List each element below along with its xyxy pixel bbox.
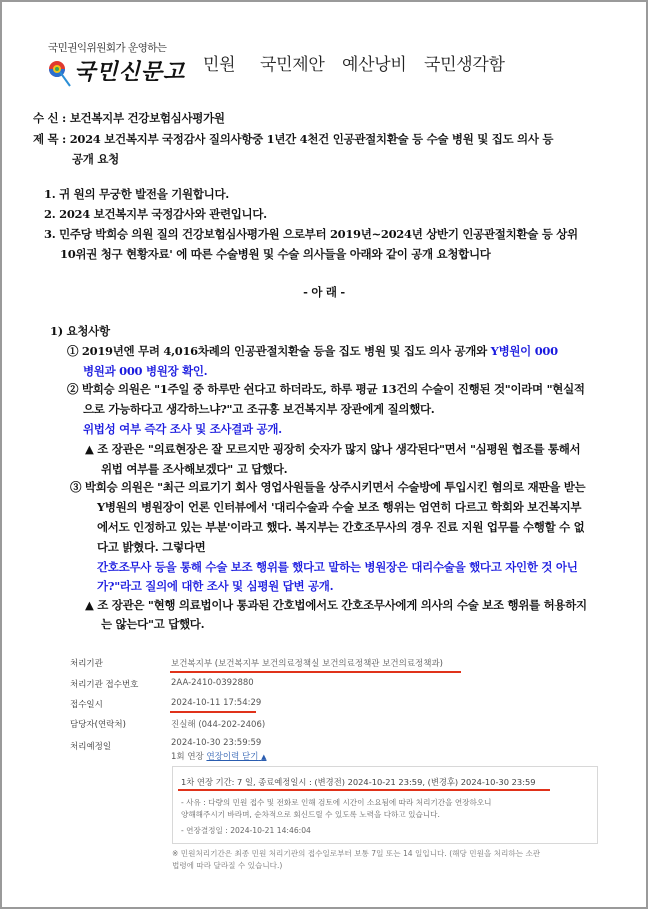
nav-item-budget-waste[interactable]: 예산낭비 [342,55,407,75]
highlighted-text: Y병원이 000 [490,344,558,358]
info-label-agency: 처리기관 [70,659,103,669]
request-item-2-line-2: 으로 가능하다고 생각하느냐?"고 조규홍 보건복지부 장관에게 질의했다. [83,402,435,416]
paragraph-text: 귀 원의 무궁한 발전을 기원합니다. [59,187,229,201]
paragraph-number: 2. [44,207,56,221]
answer-text: 조 장관은 "현행 의료법이나 통과된 간호법에서도 간호조무사에게 의사의 수술 보조 행위를 허용하지 [97,598,587,612]
red-annotation-underline [170,671,461,673]
info-label-contact: 담당자(연락처) [70,720,126,730]
nav-item-proposal[interactable]: 국민제안 [260,55,325,75]
nav-item-minwon[interactable]: 민원 [203,55,236,75]
extension-decision-date: - 연장결정일 : 2024-10-21 14:46:04 [181,826,311,835]
subject-label: 제 목 : [33,132,66,146]
paragraph-number: 3. [44,227,56,241]
request-item-1 [67,343,558,359]
taegeuk-pinwheel-icon [48,60,70,82]
minister-answer-2 [85,597,587,613]
item-marker: ③ [70,480,82,494]
info-label-received-at: 접수일시 [70,700,103,710]
extension-reason-line-1: - 사유 : 다량의 민원 접수 및 전화로 인해 검토에 시간이 소요됨에 따라 처리기간을 연장하오니 [181,798,492,807]
info-label-due-date: 처리예정일 [70,742,112,752]
nav-item-public-opinion[interactable]: 국민생각함 [424,55,505,75]
paragraph-text: 민주당 박희승 의원 질의 건강보험심사평가원 으로부터 2019년~2024년 상반기 인공관절치환술 등 상위 [59,227,578,241]
paragraph-text: 2024 보건복지부 국정감사와 관련입니다. [59,207,267,221]
logo-subtitle: 국민권익위원회가 운영하는 [48,42,167,54]
info-value-contact: 진실해 (044-202-2406) [171,720,266,730]
paragraph-number: 1. [44,187,56,201]
red-annotation-underline [170,711,256,713]
paragraph-2 [44,206,267,222]
recipient-row [33,110,225,126]
request-item-3-demand-2: 가?"라고 질의에 대한 조사 및 심평원 답변 공개. [97,579,334,593]
request-item-3-demand-1: 간호조무사 등을 통해 수술 보조 행위를 했다고 말하는 병원장은 대리수술을 했다고 자인한 것 아닌 [97,560,578,574]
extension-header: 1차 연장 기간: 7 일, 종료예정일시 : (변경전) 2024-10-21 23:59, (변경후) 2024-10-30 23:59 [181,777,536,787]
processing-period-footnote [172,848,540,872]
request-item-1-continued: 병원과 000 병원장 확인. [83,364,208,378]
separator-heading: - 아 래 - [303,285,345,299]
minister-answer-1-continued: 위법 여부를 조사해보겠다" 고 답했다. [101,462,288,476]
answer-text: 조 장관은 "의료현장은 잘 모르지만 굉장히 숫자가 많지 않나 생각된다"면서 "심평원 협조를 통해서 [97,442,581,456]
extension-history-box [172,766,598,844]
item-text: 박희승 의원은 "1주일 중 하루만 쉰다고 하더라도, 하루 평균 13건의 수술이 진행된 것"이라며 "현실적 [81,382,585,396]
request-item-2-demand: 위법성 여부 즉각 조사 및 조사결과 공개. [83,422,282,436]
request-item-3-line-3: 에서도 인정하고 있는 부분'이라고 했다. 복지부는 간호조무사의 경우 진료 지원 업무를 수행할 수 없 [97,520,585,534]
info-value-receipt-number: 2AA-2410-0392880 [171,678,254,688]
red-annotation-underline [178,789,550,791]
extension-reason [181,797,492,821]
item-text: 2019년엔 무려 4,016차례의 인공관절치환술 등을 집도 병원 및 집도 의사 공개와 [81,344,487,358]
request-item-3 [70,479,585,495]
caret-up-icon: ▲ [261,753,267,761]
request-item-2 [67,381,585,397]
toggle-extension-history-link[interactable]: 연장이력 닫기 ▲ [206,752,267,762]
paragraph-3-continued: 10위권 청구 현황자료' 에 따른 수술병원 및 수술 의사들을 아래와 같이 공개 요청합니다 [60,247,491,261]
item-marker: ① [67,344,79,358]
site-logo[interactable] [48,40,208,92]
subject-row [33,131,553,147]
extension-count: 1회 연장 [171,752,204,762]
minister-answer-2-continued: 는 않는다"고 답했다. [101,617,205,631]
triangle-bullet-icon: ▲ [85,598,94,612]
section-title: 1) 요청사항 [50,324,110,338]
info-value-agency: 보건복지부 (보건복지부 보건의료정책실 보건의료정책관 보건의료정책과) [171,659,443,669]
minister-answer-1 [85,441,580,457]
request-item-3-line-2: Y병원의 병원장이 언론 인터뷰에서 '대리수술과 수술 보조 행위는 엄연히 다르고 학회와 보건복지부 [97,500,582,514]
site-header [0,0,648,105]
footnote-line-1: ※ 민원처리기간은 최종 민원 처리기관의 접수일로부터 보통 7일 또는 14 일입니다. (해당 민원을 처리하는 소관 [172,849,541,858]
subject-line-2: 공개 요청 [72,152,119,166]
recipient-label: 수 신 : [33,111,66,125]
subject-line-1: 2024 보건복지부 국정감사 질의사항중 1년간 4천건 인공관절치환술 등 수술 병원 및 집도 의사 등 [69,132,554,146]
extension-reason-line-2: 양해해주시기 바라며, 순차적으로 회신드릴 수 있도록 노력을 다하고 있습니다. [181,810,440,819]
paragraph-3 [44,226,578,242]
info-value-due-date: 2024-10-30 23:59:59 [171,738,262,748]
footnote-line-2: 법령에 따라 달라질 수 있습니다.) [172,861,283,870]
info-value-received-at: 2024-10-11 17:54:29 [171,698,262,708]
request-item-3-line-4: 다고 밝혔다. 그렇다면 [97,540,206,554]
recipient-value: 보건복지부 건강보험심사평가원 [69,111,225,125]
logo-title: 국민신문고 [74,59,186,85]
triangle-bullet-icon: ▲ [85,442,94,456]
extension-summary [171,750,267,762]
paragraph-1 [44,186,229,202]
item-text: 박희승 의원은 "최근 의료기기 회사 영업사원들을 상주시키면서 수술방에 투입시킨 혐의로 재판을 받는 [84,480,586,494]
item-marker: ② [67,382,79,396]
info-label-receipt-number: 처리기관 접수번호 [70,680,139,690]
